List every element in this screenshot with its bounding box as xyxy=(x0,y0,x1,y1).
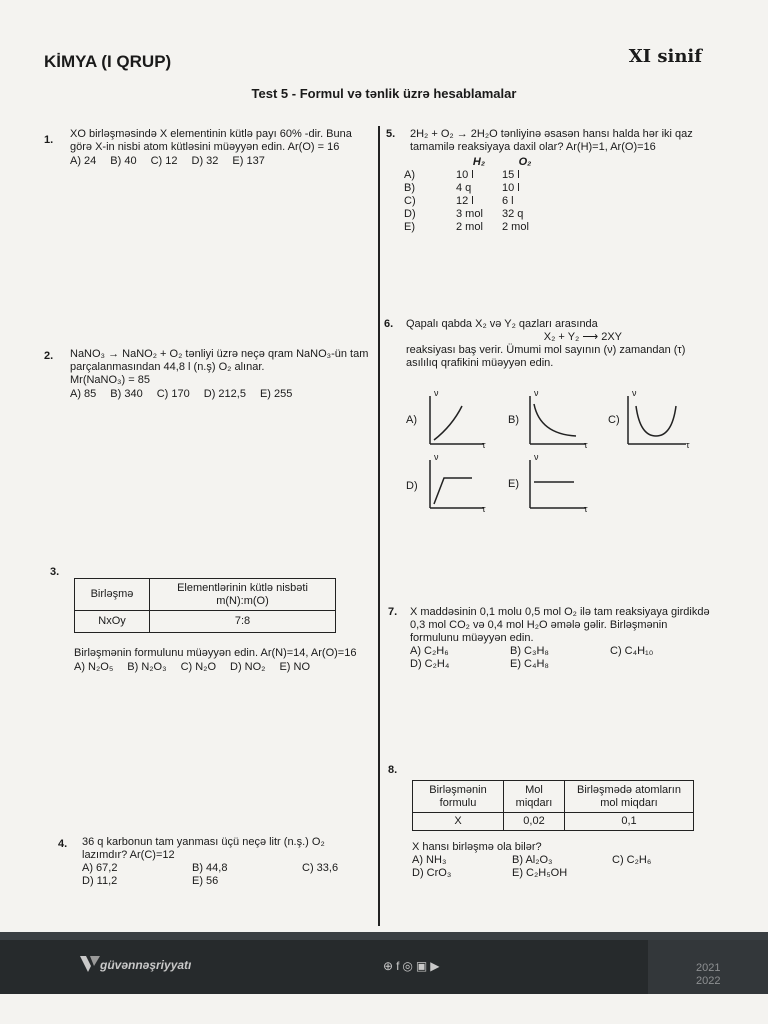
q1-options xyxy=(70,155,370,168)
q4-text: 36 q karbonun tam yanması üçü neçə litr (n.ş.) O₂ lazımdır? Ar(C)=12 xyxy=(82,836,325,861)
grade-label: XI sinif xyxy=(628,46,702,67)
publisher-brand: güvənnəşriyyatı xyxy=(100,958,192,972)
q8-option-e[interactable]: E) C₂H₅OH xyxy=(512,867,568,879)
q1-option-d[interactable]: D) 32 xyxy=(191,155,219,167)
q3-option-e[interactable]: E) NO xyxy=(279,661,311,673)
question-6 xyxy=(406,318,712,370)
q1-option-c[interactable]: C) 12 xyxy=(150,155,178,167)
q4-option-c[interactable]: C) 33,6 xyxy=(302,862,339,874)
q8-table-header-3: Birləşmədə atomların mol miqdarı xyxy=(565,781,694,813)
question-4 xyxy=(82,836,372,888)
q5-answer-table xyxy=(390,156,710,234)
q8-table xyxy=(412,780,694,831)
graph-e-curve xyxy=(506,456,596,516)
q1-number: 1. xyxy=(44,134,54,146)
q8-option-b[interactable]: B) Al₂O₃ xyxy=(512,854,553,866)
question-8 xyxy=(412,780,712,880)
q3-table-cell-1: NxOy xyxy=(75,611,150,633)
q4-options xyxy=(82,862,372,888)
q5-col-o2: O₂ xyxy=(518,156,532,168)
q6-graph-d[interactable]: D) ν τ xyxy=(404,456,494,516)
question-2 xyxy=(70,348,370,401)
q8-text: X hansı birləşmə ola bilər? xyxy=(412,841,542,853)
q8-table-header-1: Birləşmənin formulu xyxy=(413,781,504,813)
q8-table-cell-3: 0,1 xyxy=(565,813,694,831)
q4-number: 4. xyxy=(58,838,68,850)
q7-option-d[interactable]: D) C₂H₄ xyxy=(410,658,450,670)
q7-number: 7. xyxy=(388,606,398,618)
q2-option-b[interactable]: B) 340 xyxy=(110,388,143,400)
social-icons xyxy=(383,959,442,973)
column-divider xyxy=(378,126,380,926)
test-title: Test 5 - Formul və tənlik üzrə hesablamalar xyxy=(251,86,517,101)
q7-options xyxy=(410,645,710,671)
publisher-logo-icon xyxy=(78,952,102,976)
q7-option-c[interactable]: C) C₄H₁₀ xyxy=(610,645,654,657)
q8-table-cell-2: 0,02 xyxy=(504,813,565,831)
question-1 xyxy=(70,128,370,168)
q8-table-header-2: Mol miqdarı xyxy=(504,781,565,813)
q2-option-a[interactable]: A) 85 xyxy=(70,388,97,400)
instagram-icon[interactable]: ◎ xyxy=(402,959,416,973)
question-3 xyxy=(74,578,366,674)
q4-option-a[interactable]: A) 67,2 xyxy=(82,862,118,874)
q5-text: 2H₂ + O₂ → 2H₂O tənliyinə əsasən hansı halda hər iki qaz tamamilə reaksiyaya daxil olar? Ar(H)=1, Ar(O)=16 xyxy=(410,128,693,153)
q8-number: 8. xyxy=(388,764,398,776)
q8-option-a[interactable]: A) NH₃ xyxy=(412,854,447,866)
q4-option-d[interactable]: D) 11,2 xyxy=(82,875,118,887)
q6-graph-b[interactable]: B) ν τ xyxy=(506,392,596,452)
q6-text-2: reaksiyası baş verir. Ümumi mol sayının (ν) zamandan (τ) asılılıq qrafikini müəyyən edin. xyxy=(406,344,686,369)
q3-option-b[interactable]: B) N₂O₃ xyxy=(127,661,167,673)
footer-stripe xyxy=(0,932,768,940)
q3-options xyxy=(74,661,366,674)
globe-icon[interactable]: ⊕ xyxy=(383,959,397,973)
q5-option-c[interactable]: C) 12 l 6 l xyxy=(404,195,514,207)
q6-text-1: Qapalı qabda X₂ və Y₂ qazları arasında xyxy=(406,318,598,330)
graph-b-curve xyxy=(506,392,596,452)
q7-text: X maddəsinin 0,1 molu 0,5 mol O₂ ilə tam reaksiyaya girdikdə 0,3 mol CO₂ və 0,4 mol H₂O əmələ gəlir. Birləşmənin formulunu müəyyən edin. xyxy=(410,606,710,644)
q6-reaction: X₂ + Y₂ ⟶ 2XY xyxy=(543,331,622,343)
q5-option-d[interactable]: D) 3 mol 32 q xyxy=(404,208,524,220)
q1-option-e[interactable]: E) 137 xyxy=(232,155,265,167)
q6-graph-c[interactable]: C) ν τ xyxy=(606,392,698,452)
q3-table xyxy=(74,578,336,633)
q3-number: 3. xyxy=(50,566,60,578)
q2-option-c[interactable]: C) 170 xyxy=(156,388,190,400)
q5-option-a[interactable]: A) 10 l 15 l xyxy=(404,169,520,181)
q2-option-e[interactable]: E) 255 xyxy=(259,388,293,400)
q1-text: XO birləşməsində X elementinin kütlə payı 60% -dir. Buna görə X-in nisbi atom kütləsini müəyyən edin. Ar(O) = 16 xyxy=(70,128,352,153)
q5-option-b[interactable]: B) 4 q 10 l xyxy=(404,182,520,194)
q7-option-b[interactable]: B) C₃H₈ xyxy=(510,645,549,657)
q3-option-d[interactable]: D) NO₂ xyxy=(230,661,266,673)
q8-options xyxy=(412,854,712,880)
q5-option-e[interactable]: E) 2 mol 2 mol xyxy=(404,221,529,233)
q8-option-c[interactable]: C) C₂H₆ xyxy=(612,854,652,866)
q3-table-header-1: Birləşmə xyxy=(75,579,150,611)
q2-options xyxy=(70,388,370,401)
q2-option-d[interactable]: D) 212,5 xyxy=(203,388,246,400)
question-7 xyxy=(410,606,710,671)
graph-a-curve xyxy=(404,392,494,452)
q2-molar-mass: Mr(NaNO₃) = 85 xyxy=(70,374,150,386)
q8-table-cell-1: X xyxy=(413,813,504,831)
q3-option-a[interactable]: A) N₂O₅ xyxy=(74,661,114,673)
q7-option-e[interactable]: E) C₄H₈ xyxy=(510,658,549,670)
q3-table-cell-2: 7:8 xyxy=(150,611,336,633)
academic-year: 2021 2022 xyxy=(696,962,721,987)
q4-option-b[interactable]: B) 44,8 xyxy=(192,862,228,874)
play-icon[interactable]: ▶ xyxy=(430,959,443,973)
question-5 xyxy=(404,128,710,234)
q8-option-d[interactable]: D) CrO₃ xyxy=(412,867,452,879)
q6-graph-a[interactable]: A) ν τ xyxy=(404,392,494,452)
q5-col-h2: H₂ xyxy=(472,156,486,168)
q3-table-header-2: Elementlərinin kütlə nisbəti m(N):m(O) xyxy=(150,579,336,611)
graph-c-curve xyxy=(606,392,698,452)
q1-option-a[interactable]: A) 24 xyxy=(70,155,97,167)
q7-option-a[interactable]: A) C₂H₆ xyxy=(410,645,449,657)
q5-number: 5. xyxy=(386,128,396,140)
facebook-icon[interactable]: f xyxy=(396,959,403,973)
q3-text: Birləşmənin formulunu müəyyən edin. Ar(N)=14, Ar(O)=16 xyxy=(74,647,357,659)
q1-option-b[interactable]: B) 40 xyxy=(110,155,137,167)
q4-option-e[interactable]: E) 56 xyxy=(192,875,219,887)
q6-number: 6. xyxy=(384,318,394,330)
youtube-icon[interactable]: ▣ xyxy=(415,959,431,973)
q2-text: NaNO₃ → NaNO₂ + O₂ tənliyi üzrə neçə qram NaNO₃-ün tam parçalanmasından 44,8 l (n.ş) O₂ alınar. xyxy=(70,348,369,373)
subject-title: KİMYA (I QRUP) xyxy=(44,52,172,71)
q3-option-c[interactable]: C) N₂O xyxy=(180,661,217,673)
q2-number: 2. xyxy=(44,350,54,362)
q6-graph-e[interactable]: E) ν τ xyxy=(506,456,596,516)
